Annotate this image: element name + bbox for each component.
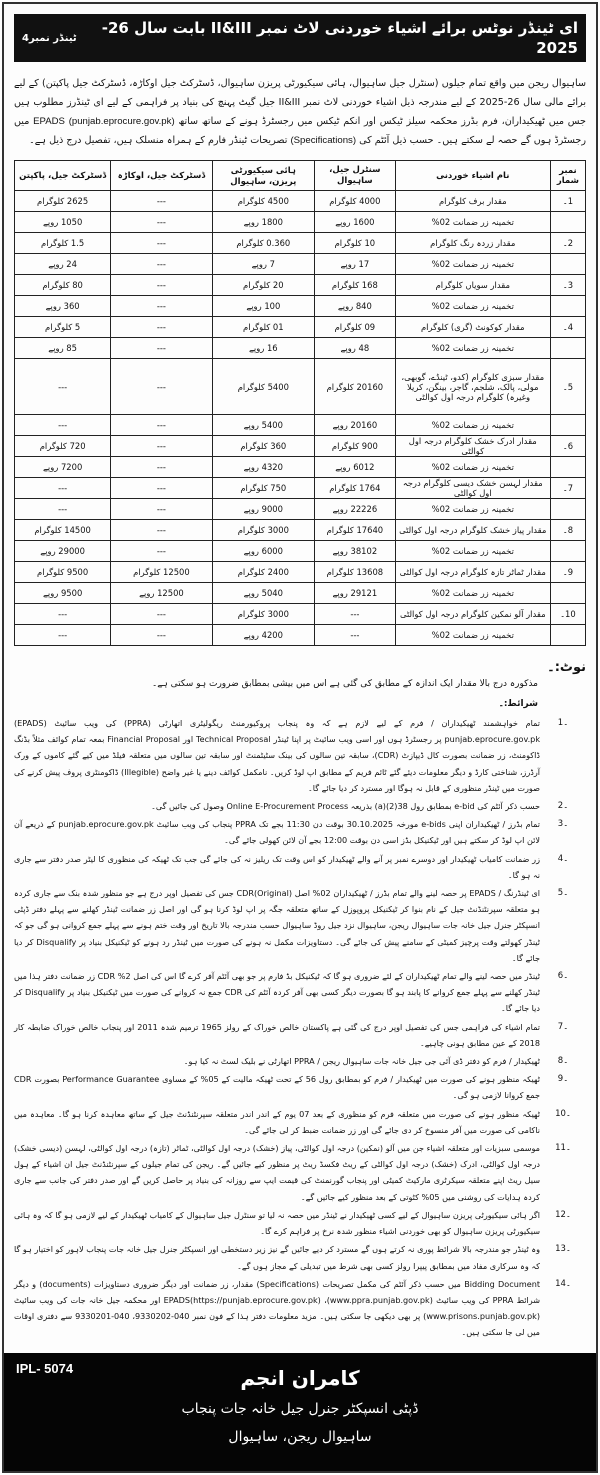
cell-pakpattan: 1.5 کلوگرام <box>15 233 111 254</box>
cell-central-jail: --- <box>315 625 396 646</box>
cell-high-security: 01 کلوگرام <box>212 317 314 338</box>
term-number: 6۔ <box>557 971 569 982</box>
cell-high-security: 3000 کلوگرام <box>212 520 314 541</box>
signatory-office: ساہیوال ریجن، ساہیوال <box>228 1428 372 1445</box>
cell-pakpattan: --- <box>15 625 111 646</box>
cell-high-security: 5040 روپے <box>212 583 314 604</box>
term-number: 5۔ <box>557 888 569 899</box>
cell-item-name: مقدار ٹماٹر تازہ کلوگرام درجہ اول کوالٹی <box>395 562 550 583</box>
cell-high-security: 4320 روپے <box>212 457 314 478</box>
cell-central-jail: --- <box>315 604 396 625</box>
cell-okara: --- <box>111 541 212 562</box>
table-row <box>15 212 586 233</box>
table-row <box>15 191 586 212</box>
cell-okara: --- <box>111 296 212 317</box>
cell-central-jail: 17 روپے <box>315 254 396 275</box>
cell-high-security: 20 کلوگرام <box>212 275 314 296</box>
term-item <box>14 1241 586 1273</box>
signatory-block <box>4 1361 596 1451</box>
signature-footer <box>4 1353 596 1471</box>
table-row <box>15 254 586 275</box>
cell-serial: 5۔ <box>550 359 585 415</box>
term-item <box>14 1140 586 1205</box>
cell-central-jail: 4000 کلوگرام <box>315 191 396 212</box>
table-row <box>15 275 586 296</box>
term-text: ٹھیکہ منظور ہونے کی صورت میں متعلقہ فرم کو منظوری کے بعد 07 یوم کے اندر اندر متعلقہ سپرنٹنڈنٹ جیل کے ساتھ معاہدہ کرنا ہو گا۔ معاہدہ میں ناکامی کی صورت میں آفر منسوخ کر دی جائے گی اور زر ضمانت ضبط کر لی جائے گی۔ <box>14 1108 540 1135</box>
term-text: تمام بڈرز / ٹھیکیداران اپنی e-bids مورخہ 30.10.2025 بوقت دن 11:30 بجے تک PPRA پنجاب کی ویب سائیٹ punjab.eprocure.gov.pk کے ذریعے آن لائن اپ لوڈ کر سکتے ہیں اور ٹیکنیکل بڈز اسی دن بوقت 12:00 بجے آن لائن کھولی جائے گی۔ <box>14 819 540 846</box>
cell-okara: --- <box>111 436 212 457</box>
cell-pakpattan: --- <box>15 604 111 625</box>
cell-item-name: مقدار ادرک خشک کلوگرام درجہ اول کوالٹی <box>395 436 550 457</box>
term-text: موسمی سبزیات اور متعلقہ اشیاء جن میں آلو (نمکین) درجہ اول کوالٹی، پیاز (خشک) درجہ اول کوالٹی، ٹماٹر (تازہ) درجہ اول کوالٹی، لہسن (دیسی خشک) درجہ اول کوالٹی، ادرک (خشک) درجہ اول کوالٹی کے ریٹ فکسڈ ریٹ پر منظور کیے جائیں گے۔ ریجن کی تمام جیلوں کے سپرنٹنڈنٹ جیل ان اشیاء کے ہول سیل ریٹ اپنے متعلقہ سیکرٹری مارکیٹ کمیٹی اور پنجاب گورنمنٹ کی قیمت ایپ سے روزانہ کی بنیاد پر حاصل کریں گے اور صدر دفتر کی جانب سے جاری کردہ ہدایات کی روشنی میں 05% کٹوتی کے بعد منظور کیے جائیں گے۔ <box>14 1143 540 1202</box>
notes-intro: مذکورہ درج بالا مقدار ایک اندازہ کے مطابق کی گئی ہے اس میں بیشی بمطابق ضرورت ہو سکتی ہے۔ <box>151 679 538 689</box>
term-text: تمام اشیاء کی فراہمی جس کی تفصیل اوپر درج کی گئی ہے پاکستان خالص خوراک کے رولز 1965 ترمیم شدہ 2011 اور پنجاب خالص خوراک ضابطہ کار 2018 کے عین مطابق ہونی چاہیے۔ <box>14 1021 541 1048</box>
cell-item-name: تخمینہ زر ضمانت 02% <box>395 415 550 436</box>
term-text: اگر ہائی سیکیورٹی پریزن ساہیوال کے لیے کسی ٹھیکیدار نے ٹینڈر میں حصہ نہ لیا تو سنٹرل جیل ساہیوال کے کامیاب ٹھیکیدار کے لیے لازمی ہو گا کہ وہ ہائی سیکیورٹی پریزن ساہیوال کو بھی خوردنی اشیاء منظور شدہ نرخ پر فراہم کرے گا۔ <box>14 1209 540 1237</box>
cell-central-jail: 168 کلوگرام <box>315 275 396 296</box>
term-text: ٹینڈر میں حصہ لینے والے تمام ٹھیکیداران کے لئے ضروری ہو گا کہ ٹیکنیکل بڈ فارم پر جو بھی آئٹم آفر کرے گا اس کی اصل 2% CDR زر ضمانت دفتر ہذا میں ٹینڈر کھلنے سے پہلے جمع کروانے کا پابند ہو گا بصورت دیگر کسی بھی آفر کردہ آئٹم کی CDR جمع نہ کروانے کی صورت میں ٹیکنیکل بنیاد پر Disqualify کر دیا جائے گا۔ <box>14 971 540 1014</box>
cell-item-name: تخمینہ زر ضمانت 02% <box>395 254 550 275</box>
portal-link[interactable]: (punjab.eprocure.gov.pk) <box>68 116 175 127</box>
cell-high-security: 4500 کلوگرام <box>212 191 314 212</box>
tender-number: ٹینڈر نمبر4 <box>22 32 77 44</box>
cell-high-security: 5400 کلوگرام <box>212 359 314 415</box>
cell-okara: --- <box>111 212 212 233</box>
cell-serial <box>550 254 585 275</box>
cell-serial <box>550 296 585 317</box>
table-row <box>15 583 586 604</box>
cell-serial: 6۔ <box>550 436 585 457</box>
term-text: ٹھیکہ منظور ہونے کی صورت میں ٹھیکیدار / فرم کو بمطابق رول 56 کے تحت ٹھیکہ مالیت کے 05% کے مساوی Performance Guarantee بصورت CDR جمع کروانا لازمی ہو گی۔ <box>14 1074 540 1101</box>
cell-okara: --- <box>111 604 212 625</box>
cell-item-name: تخمینہ زر ضمانت 02% <box>395 296 550 317</box>
cell-serial <box>550 212 585 233</box>
cell-serial: 9۔ <box>550 562 585 583</box>
cell-pakpattan: --- <box>15 478 111 499</box>
term-number: 10۔ <box>555 1108 571 1119</box>
term-text: حسب ذکر آئٹم کی e-bid بمطابق رول 38(2)(a) بذریعہ Online E-Procurement Process وصول کی جائیں گی۔ <box>151 801 540 812</box>
term-item <box>14 1207 586 1239</box>
cell-pakpattan: 9500 کلوگرام <box>15 562 111 583</box>
cell-okara: --- <box>111 317 212 338</box>
cell-pakpattan: 2625 کلوگرام <box>15 191 111 212</box>
term-item <box>14 1276 586 1341</box>
cell-high-security: 5400 روپے <box>212 415 314 436</box>
term-item <box>14 1019 586 1051</box>
cell-pakpattan: 14500 کلوگرام <box>15 520 111 541</box>
cell-okara: --- <box>111 478 212 499</box>
term-number: 14۔ <box>555 1278 571 1289</box>
term-number: 3۔ <box>557 819 569 830</box>
cell-serial <box>550 541 585 562</box>
table-row <box>15 604 586 625</box>
cell-item-name: مقدار پیاز خشک کلوگرام درجہ اول کوالٹی <box>395 520 550 541</box>
term-text: تمام خواہشمند ٹھیکیداران / فرم کے لیے لازم ہے کہ وہ پنجاب پروکیورمنٹ ریگولیٹری اتھارٹی (PPRA) کی ویب سائیٹ (EPADS) punjab.eprocure.gov.pk پر رجسٹرڈ ہوں اور اسی ویب سائیٹ پر اپنا ٹینڈر Technical Proposal اور Financial Proposal بمعہ تمام کوائف مثلاً بڈنگ ڈاکومنٹ، زر ضمانت بصورت کال ڈیپازٹ (CDR)، سابقہ تین سالوں کی بینک سٹیٹمنٹ اور سابقہ تین سالوں میں متعلقہ فیلڈ میں کیے گئے کاموں کے ورک آرڈرز، شناختی کارڈ و دیگر معلومات دیئے گئے ٹائم فریم کے مطابق اپ لوڈ کریں۔ نامکمل کوائف دینے یا غیر واضح (Illegible) ڈاکومنٹری پروف پیش کرنے کی صورت میں ٹینڈر منظوری کے قابل نہ ہوگا اور مسترد کر دیا جائے گا۔ <box>14 718 541 793</box>
epads-label: EPADS <box>33 116 65 127</box>
cell-serial <box>550 338 585 359</box>
term-number: 2۔ <box>557 801 569 812</box>
table-row <box>15 520 586 541</box>
cell-pakpattan: 9500 روپے <box>15 583 111 604</box>
cell-serial: 4۔ <box>550 317 585 338</box>
intro-paragraph <box>14 74 586 150</box>
cell-serial: 8۔ <box>550 520 585 541</box>
cell-high-security: 750 کلوگرام <box>212 478 314 499</box>
cell-item-name: تخمینہ زر ضمانت 02% <box>395 541 550 562</box>
cell-central-jail: 38102 روپے <box>315 541 396 562</box>
table-row <box>15 478 586 499</box>
term-number: 11۔ <box>555 1143 571 1154</box>
items-table <box>14 160 586 646</box>
notice-title: ای ٹینڈر نوٹس برائے اشیاء خوردنی لاٹ نمبر II&III بابت سال 26-2025 <box>101 19 578 57</box>
cell-okara: --- <box>111 520 212 541</box>
cell-central-jail: 1600 روپے <box>315 212 396 233</box>
intro-text-3: تصریحات ٹینڈر فارم کے ہمراہ منسلک ہیں، تفصیل درج ذیل ہے۔ <box>29 135 288 146</box>
intro-text-2: میں رجسٹرڈ ہوں گے حصہ لے سکتے ہیں۔ حسب ذیل آئٹم کی <box>14 116 586 146</box>
header-item-name: نام اشیاء خوردنی <box>395 161 550 191</box>
header-district-jail-okara: ڈسٹرکٹ جیل، اوکاڑہ <box>111 161 212 191</box>
term-number: 12۔ <box>555 1209 571 1220</box>
cell-central-jail: 20160 روپے <box>315 415 396 436</box>
cell-central-jail: 22226 روپے <box>315 499 396 520</box>
cell-high-security: 6000 روپے <box>212 541 314 562</box>
cell-pakpattan: 85 روپے <box>15 338 111 359</box>
cell-serial: 1۔ <box>550 191 585 212</box>
cell-pakpattan: 720 کلوگرام <box>15 436 111 457</box>
table-row <box>15 317 586 338</box>
cell-item-name: مقدار سویاں کلوگرام <box>395 275 550 296</box>
cell-central-jail: 20160 کلوگرام <box>315 359 396 415</box>
header-high-security-prison: ہائی سیکیورٹی پریزن، ساہیوال <box>212 161 314 191</box>
cell-pakpattan: 80 کلوگرام <box>15 275 111 296</box>
term-item <box>14 851 586 883</box>
term-item <box>14 715 586 796</box>
cell-item-name: تخمینہ زر ضمانت 02% <box>395 212 550 233</box>
cell-pakpattan: 29000 روپے <box>15 541 111 562</box>
term-item <box>14 816 586 848</box>
cell-item-name: مقدار آلو نمکین کلوگرام درجہ اول کوالٹی <box>395 604 550 625</box>
cell-item-name: مقدار برف کلوگرام <box>395 191 550 212</box>
table-row <box>15 457 586 478</box>
cell-serial: 2۔ <box>550 233 585 254</box>
term-text: ٹھیکیدار / فرم کو دفتر ڈی آئی جی جیل خانہ جات ساہیوال ریجن / PPRA اتھارٹی نے بلیک لسٹ نہ کیا ہو۔ <box>183 1056 540 1067</box>
intro-text-1: ساہیوال ریجن میں واقع تمام جیلوں (سنٹرل جیل ساہیوال، ہائی سیکیورٹی پریزن ساہیوال، ڈسٹرکٹ جیل اوکاڑہ، ڈسٹرکٹ جیل پاکپتن) کے لیے برائے مالی سال 26-2025 کے لیے مندرجہ ذیل اشیاء خوردنی لاٹ نمبر II&III جیل گیٹ پہنچ کی بنیاد پر فراہمی کے لیے ای ٹینڈرز مطلوب ہیں جس میں ٹھیکیداران، فرم بڈرز محکمہ سیلز ٹیکس اور انکم ٹیکس میں رجسٹرڈ ہونے کے ساتھ ساتھ <box>14 78 587 127</box>
term-text: وہ ٹینڈر جو مندرجہ بالا شرائط پوری نہ کرتے ہوں گے مسترد کر دیے جائیں گے نیز زیر دستخطی اور انسپکٹر جنرل جیل خانہ جات پنجاب لاہور کو اختیار ہو گا کہ وہ سرکاری مفاد میں بمطابق پیپرا رولز کسی بھی شرط میں تبدیلی کے مجاز ہوں گے۔ <box>14 1244 540 1271</box>
conditions-heading: شرائط:۔ <box>498 699 538 709</box>
cell-high-security: 0.360 کلوگرام <box>212 233 314 254</box>
table-row <box>15 625 586 646</box>
table-header-row <box>15 161 586 191</box>
term-number: 13۔ <box>555 1244 571 1255</box>
cell-central-jail: 840 روپے <box>315 296 396 317</box>
table-row <box>15 338 586 359</box>
cell-pakpattan: 5 کلوگرام <box>15 317 111 338</box>
table-row <box>15 296 586 317</box>
term-text: ای ٹینڈرنگ / EPADS پر حصہ لینے والے تمام بڈرز / ٹھیکیداران 02% اصل CDR(Original) جس کی تفصیل اوپر درج ہے جو منظور شدہ بنک سے جاری کردہ ہو متعلقہ سپرنٹنڈنٹ جیل کے نام بنوا کر ٹیکنیکل پروپوزل کے ساتھ متعلقہ جگہ پر اپ لوڈ کرنا ہو گی اور اصل زر ضمانت ٹینڈر کھلنے سے پہلے دفتر ڈپٹی انسپکٹر جنرل جیل خانہ جات ساہیوال ریجن، ساہیوال نزد جیل روڈ ساہیوال حسب مندرجہ بالا تاریخ اور وقت ختم ہونے سے پہلے جمع کروانی ہو گی جو کہ ٹینڈر کھولتے وقت پرچیز کمیٹی کے سامنے پیش کی جائے گی۔ دستاویزات مکمل نہ ہونے کی صورت میں ٹینڈر رد ہونے کو ٹیکنیکل بنیاد پر Disqualify کر دیا جائے گا۔ <box>14 888 540 963</box>
table-row <box>15 359 586 415</box>
cell-okara: --- <box>111 191 212 212</box>
cell-okara: 12500 روپے <box>111 583 212 604</box>
cell-central-jail: 1764 کلوگرام <box>315 478 396 499</box>
cell-high-security: 1800 روپے <box>212 212 314 233</box>
specifications-label: (Specifications) <box>290 135 357 146</box>
term-number: 7۔ <box>557 1021 569 1032</box>
cell-okara: --- <box>111 359 212 415</box>
term-item <box>14 885 586 966</box>
signatory-designation: ڈپٹی انسپکٹر جنرل جیل خانہ جات پنجاب <box>181 1400 419 1417</box>
cell-pakpattan: 1050 روپے <box>15 212 111 233</box>
term-text: زر ضمانت کامیاب ٹھیکیدار اور دوسرے نمبر پر آنے والے ٹھیکیدار کو اس وقت تک ریلیز نہ کی جائے گی جب تک ٹھیکہ کی منظوری کا لیٹر صدر دفتر سے جاری نہ ہو گا۔ <box>14 853 540 880</box>
cell-okara: --- <box>111 233 212 254</box>
cell-serial: 10۔ <box>550 604 585 625</box>
cell-item-name: مقدار لہسن خشک دیسی کلوگرام درجہ اول کوالٹی <box>395 478 550 499</box>
term-text: Bidding Document میں حسب ذکر آئٹم کی مکمل تصریحات (Specifications) مقدار، زر ضمانت اور دیگر ضروری دستاویزات (documents) و دیگر شرائط PPRA کی ویب سائیٹ (www.ppra.punjab.gov.pk)، EPADS(https://punjab.eprocure.gov.pk) اور محکمہ جیل خانہ جات کی ویب سائیٹ (www.prisons.punjab.gov.pk) پر بھی دیکھی جا سکتی ہیں۔ مزید معلومات دفتر ہذا کے فون نمبر 040-9330202، 040-9330201 سے دفتری اوقات میں لی جا سکتی ہیں۔ <box>14 1278 540 1338</box>
table-row <box>15 562 586 583</box>
table-row <box>15 541 586 562</box>
cell-serial <box>550 499 585 520</box>
header-serial: نمبر شمار <box>550 161 585 191</box>
notes-heading: نوٹ:۔ <box>547 660 586 675</box>
header-central-jail-sahiwal: سنٹرل جیل، ساہیوال <box>315 161 396 191</box>
term-number: 4۔ <box>557 853 569 864</box>
term-item <box>14 968 586 1017</box>
cell-item-name: تخمینہ زر ضمانت 02% <box>395 583 550 604</box>
cell-item-name: مقدار سبزی کلوگرام (کدو، ٹینڈے، گوبھی، مولی، پالک، شلجم، گاجر، بینگن، کریلا وغیرہ) کلوگرام درجہ اول کوالٹی <box>395 359 550 415</box>
cell-central-jail: 48 روپے <box>315 338 396 359</box>
cell-high-security: 7 روپے <box>212 254 314 275</box>
cell-serial <box>550 625 585 646</box>
cell-item-name: مقدار زردہ رنگ کلوگرام <box>395 233 550 254</box>
cell-central-jail: 10 کلوگرام <box>315 233 396 254</box>
cell-high-security: 100 روپے <box>212 296 314 317</box>
cell-item-name: تخمینہ زر ضمانت 02% <box>395 625 550 646</box>
term-number: 8۔ <box>557 1056 569 1067</box>
cell-okara: --- <box>111 338 212 359</box>
term-item <box>14 798 586 814</box>
term-item <box>14 1053 586 1069</box>
cell-high-security: 16 روپے <box>212 338 314 359</box>
cell-central-jail: 17640 کلوگرام <box>315 520 396 541</box>
term-number: 9۔ <box>557 1074 569 1085</box>
cell-high-security: 3000 کلوگرام <box>212 604 314 625</box>
cell-central-jail: 13608 کلوگرام <box>315 562 396 583</box>
cell-central-jail: 900 کلوگرام <box>315 436 396 457</box>
cell-high-security: 4200 روپے <box>212 625 314 646</box>
terms-list <box>14 715 586 1353</box>
table-row <box>15 233 586 254</box>
cell-high-security: 360 کلوگرام <box>212 436 314 457</box>
cell-pakpattan: --- <box>15 359 111 415</box>
term-item <box>14 1106 586 1138</box>
cell-pakpattan: --- <box>15 415 111 436</box>
cell-item-name: تخمینہ زر ضمانت 02% <box>395 457 550 478</box>
cell-serial <box>550 415 585 436</box>
cell-okara: 12500 کلوگرام <box>111 562 212 583</box>
cell-okara: --- <box>111 415 212 436</box>
cell-pakpattan: 7200 روپے <box>15 457 111 478</box>
cell-okara: --- <box>111 457 212 478</box>
cell-pakpattan: 360 روپے <box>15 296 111 317</box>
cell-item-name: مقدار کوکونٹ (گری) کلوگرام <box>395 317 550 338</box>
ipl-number: IPL- 5074 <box>16 1360 74 1376</box>
cell-okara: --- <box>111 275 212 296</box>
table-row <box>15 415 586 436</box>
header-district-jail-pakpattan: ڈسٹرکٹ جیل، پاکپتن <box>15 161 111 191</box>
cell-pakpattan: --- <box>15 499 111 520</box>
term-number: 1۔ <box>557 718 569 728</box>
cell-okara: --- <box>111 254 212 275</box>
cell-central-jail: 6012 روپے <box>315 457 396 478</box>
cell-high-security: 2400 کلوگرام <box>212 562 314 583</box>
tender-notice-page <box>2 2 598 1473</box>
cell-item-name: تخمینہ زر ضمانت 02% <box>395 499 550 520</box>
cell-central-jail: 09 کلوگرام <box>315 317 396 338</box>
cell-serial <box>550 457 585 478</box>
term-item <box>14 1071 586 1103</box>
cell-serial: 3۔ <box>550 275 585 296</box>
notice-title-bar <box>14 14 586 62</box>
cell-central-jail: 29121 روپے <box>315 583 396 604</box>
signatory-name: کامران انجم <box>240 1365 360 1390</box>
cell-pakpattan: 24 روپے <box>15 254 111 275</box>
cell-serial: 7۔ <box>550 478 585 499</box>
table-row <box>15 436 586 457</box>
cell-serial <box>550 583 585 604</box>
cell-item-name: تخمینہ زر ضمانت 02% <box>395 338 550 359</box>
cell-okara: --- <box>111 499 212 520</box>
cell-high-security: 9000 روپے <box>212 499 314 520</box>
cell-okara: --- <box>111 625 212 646</box>
table-row <box>15 499 586 520</box>
